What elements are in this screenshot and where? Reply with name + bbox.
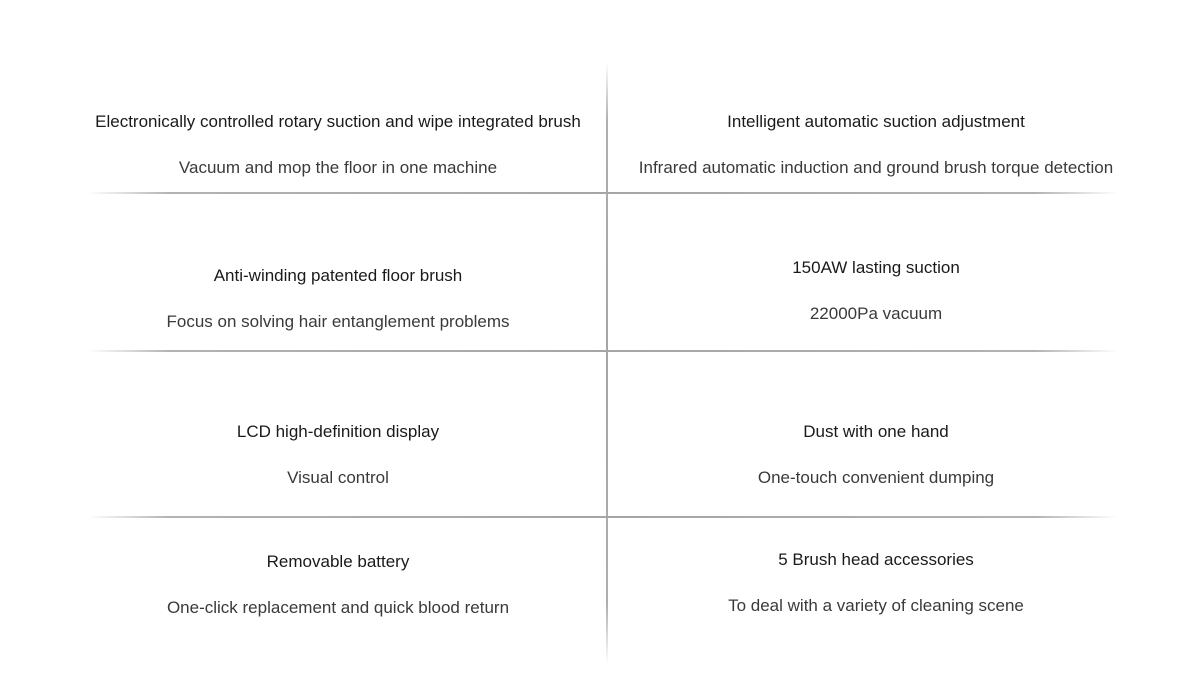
feature-title: Electronically controlled rotary suction and wipe integrated brush	[95, 112, 581, 131]
feature-description: One-click replacement and quick blood return	[166, 598, 510, 617]
row-divider	[88, 192, 1118, 194]
feature-cell-lcd-display	[40, 422, 636, 488]
feature-cell-lasting-suction	[576, 258, 1176, 324]
feature-description: Vacuum and mop the floor in one machine	[178, 158, 498, 177]
feature-description: Visual control	[287, 468, 389, 487]
feature-title: LCD high-definition display	[236, 422, 440, 441]
feature-cell-brush-accessories	[576, 550, 1176, 616]
feature-description: To deal with a variety of cleaning scene	[728, 596, 1024, 615]
feature-description: Focus on solving hair entanglement problems	[166, 312, 510, 331]
feature-title: Anti-winding patented floor brush	[213, 266, 463, 285]
feature-description: Infrared automatic induction and ground brush torque detection	[638, 158, 1114, 177]
feature-title: 5 Brush head accessories	[778, 550, 974, 569]
feature-title: Dust with one hand	[803, 422, 949, 441]
feature-cell-removable-battery	[40, 552, 636, 618]
row-divider	[88, 516, 1118, 518]
row-divider	[88, 350, 1118, 352]
feature-description: 22000Pa vacuum	[809, 304, 943, 323]
feature-cell-rotary-brush	[40, 112, 636, 178]
feature-title: 150AW lasting suction	[792, 258, 960, 277]
feature-cell-anti-winding-brush	[40, 266, 636, 332]
feature-cell-one-hand-dust	[576, 422, 1176, 488]
feature-cell-suction-adjustment	[576, 112, 1176, 178]
feature-title: Intelligent automatic suction adjustment	[727, 112, 1025, 131]
feature-title: Removable battery	[266, 552, 410, 571]
feature-description: One-touch convenient dumping	[757, 468, 995, 487]
